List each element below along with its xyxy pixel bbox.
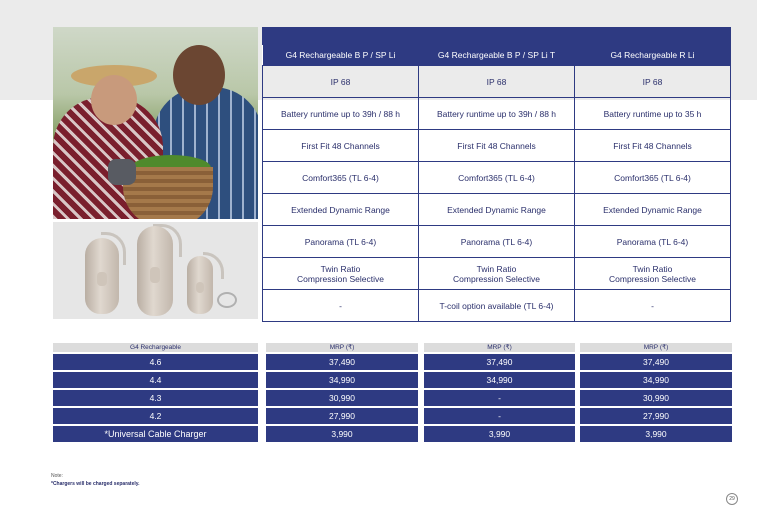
hearing-aid-3 <box>187 256 213 314</box>
customers-photo <box>53 27 258 219</box>
spec-table <box>262 27 731 322</box>
spec-line: Compression Selective <box>453 273 540 284</box>
price-column-1 <box>266 343 418 442</box>
price-value: 37,490 <box>266 354 418 370</box>
spec-cell: Comfort365 (TL 6-4) <box>263 162 419 194</box>
spec-cell: Comfort365 (TL 6-4) <box>575 162 731 194</box>
hearing-aids-image <box>53 222 258 319</box>
hearing-aid-1 <box>85 238 119 314</box>
spec-table-top-bar <box>263 28 731 45</box>
price-value: 27,990 <box>580 408 732 424</box>
note-label: Note: <box>51 473 63 479</box>
price-label: 4.2 <box>53 408 258 424</box>
price-column-2 <box>424 343 575 442</box>
price-value: 27,990 <box>266 408 418 424</box>
price-value: 3,990 <box>580 426 732 442</box>
price-value: 3,990 <box>424 426 575 442</box>
price-value: 37,490 <box>424 354 575 370</box>
photo-head-right <box>173 45 225 105</box>
spec-cell: First Fit 48 Channels <box>419 130 575 162</box>
photo-basket <box>123 167 213 219</box>
spec-line: Twin Ratio <box>320 263 361 274</box>
spec-cell: Comfort365 (TL 6-4) <box>419 162 575 194</box>
hearing-aid-2 <box>137 226 173 316</box>
price-labels-column <box>53 343 258 442</box>
mrp-header: MRP (₹) <box>580 343 732 352</box>
spec-cell: Panorama (TL 6-4) <box>419 226 575 258</box>
price-label: *Universal Cable Charger <box>53 426 258 442</box>
spec-cell: Extended Dynamic Range <box>263 194 419 226</box>
spec-line: Twin Ratio <box>632 263 673 274</box>
price-value: 3,990 <box>266 426 418 442</box>
photo-glove <box>108 159 136 185</box>
spec-cell: Battery runtime up to 39h / 88 h <box>263 98 419 130</box>
price-value: 34,990 <box>266 372 418 388</box>
price-label: 4.4 <box>53 372 258 388</box>
page-number: 29 <box>726 493 738 505</box>
price-value: - <box>424 390 575 406</box>
spec-cell: - <box>575 290 731 322</box>
price-value: 34,990 <box>580 372 732 388</box>
mrp-header: MRP (₹) <box>266 343 418 352</box>
spec-header-3: G4 Rechargeable R Li <box>575 45 731 66</box>
price-value: 30,990 <box>266 390 418 406</box>
spec-line: Compression Selective <box>297 273 384 284</box>
mrp-header: MRP (₹) <box>424 343 575 352</box>
spec-cell: First Fit 48 Channels <box>263 130 419 162</box>
spec-line: Compression Selective <box>609 273 696 284</box>
photo-head-left <box>91 75 137 125</box>
price-label-header: G4 Rechargeable <box>53 343 258 352</box>
spec-cell: T-coil option available (TL 6-4) <box>419 290 575 322</box>
note-text: *Chargers will be charged separately. <box>51 481 140 487</box>
spec-cell <box>419 258 575 290</box>
spec-cell: Battery runtime up to 35 h <box>575 98 731 130</box>
spec-cell: IP 68 <box>419 66 575 98</box>
spec-cell: Panorama (TL 6-4) <box>263 226 419 258</box>
spec-header-2: G4 Rechargeable B P / SP Li T <box>419 45 575 66</box>
spec-cell: Panorama (TL 6-4) <box>575 226 731 258</box>
price-value: - <box>424 408 575 424</box>
spec-cell: First Fit 48 Channels <box>575 130 731 162</box>
price-label: 4.3 <box>53 390 258 406</box>
spec-cell: - <box>263 290 419 322</box>
spec-cell: Battery runtime up to 39h / 88 h <box>419 98 575 130</box>
price-column-3 <box>580 343 732 442</box>
spec-cell: IP 68 <box>263 66 419 98</box>
spec-cell <box>263 258 419 290</box>
spec-cell: IP 68 <box>575 66 731 98</box>
spec-cell: Extended Dynamic Range <box>575 194 731 226</box>
price-value: 37,490 <box>580 354 732 370</box>
spec-cell: Extended Dynamic Range <box>419 194 575 226</box>
spec-cell <box>575 258 731 290</box>
spec-line: Twin Ratio <box>476 263 517 274</box>
spec-header-1: G4 Rechargeable B P / SP Li <box>263 45 419 66</box>
charger-plug <box>217 292 237 308</box>
price-value: 30,990 <box>580 390 732 406</box>
price-label: 4.6 <box>53 354 258 370</box>
price-value: 34,990 <box>424 372 575 388</box>
